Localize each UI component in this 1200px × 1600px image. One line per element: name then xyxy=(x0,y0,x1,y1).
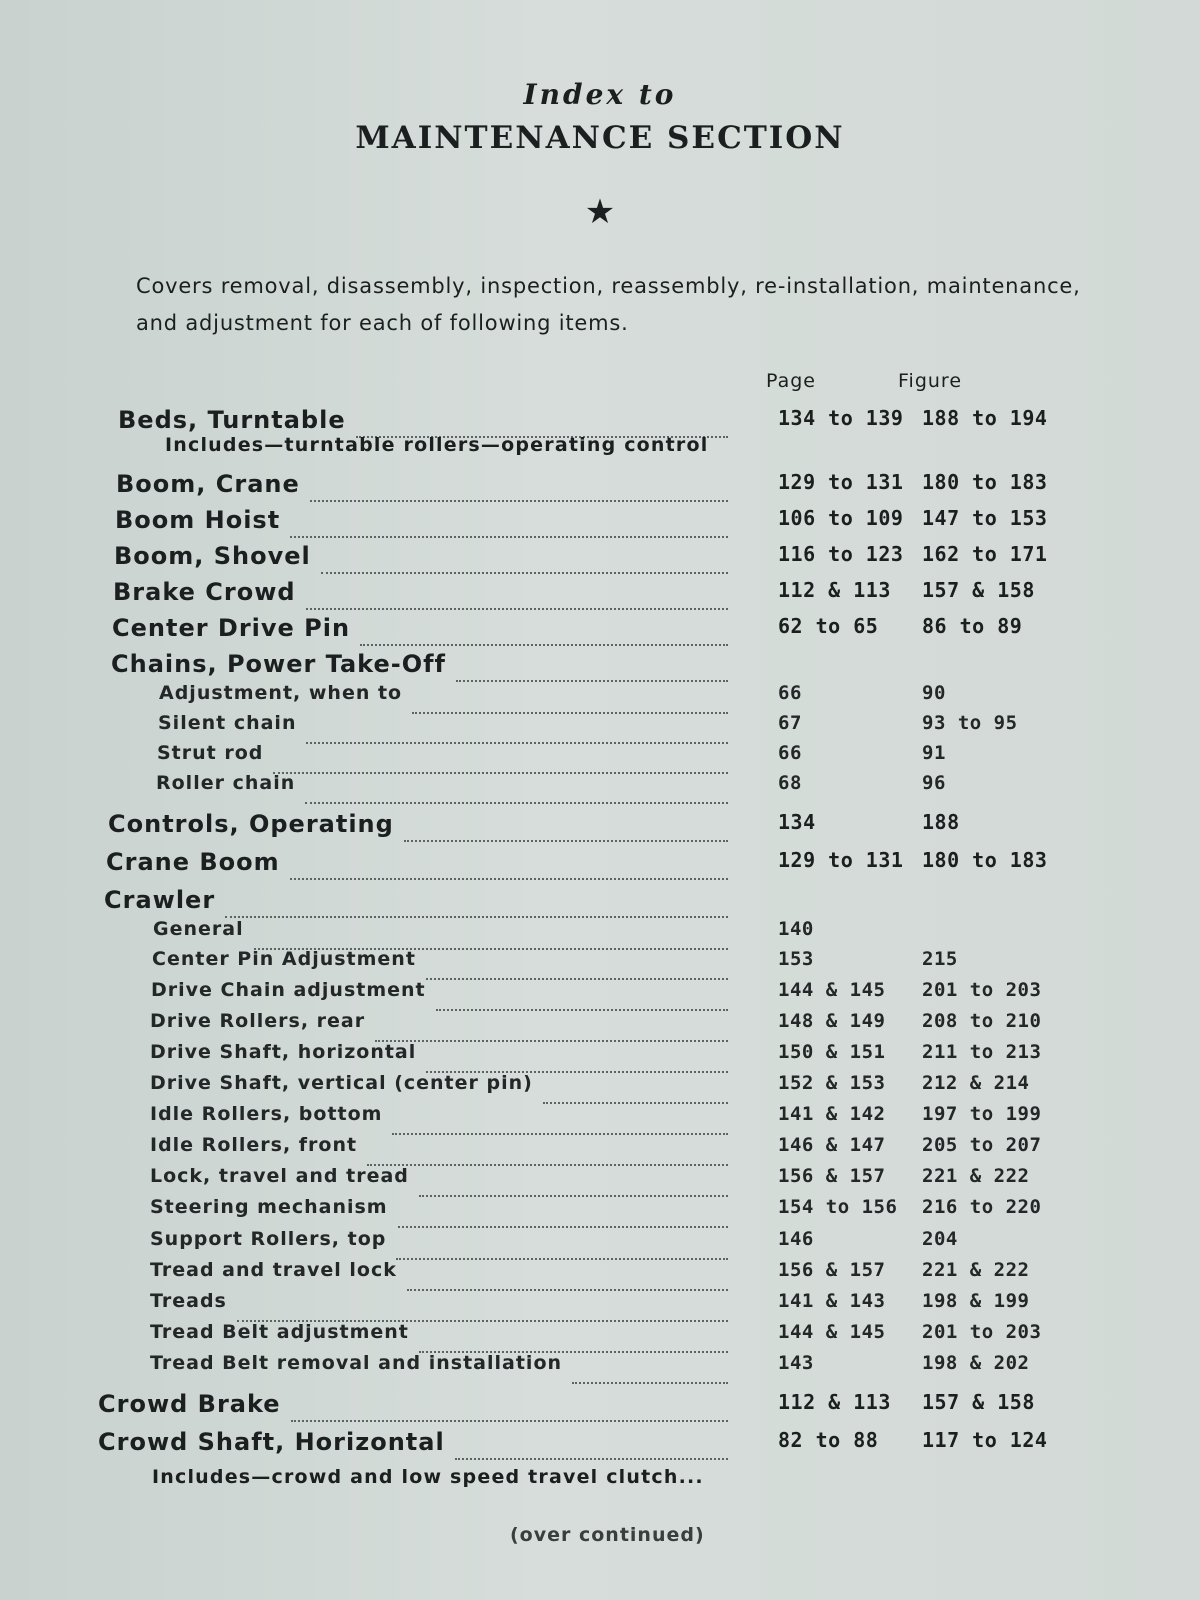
entry-page: 146 xyxy=(778,1228,814,1250)
index-entry xyxy=(150,1010,1080,1040)
index-entry xyxy=(118,406,1080,436)
index-entry xyxy=(150,1228,1080,1258)
index-entry xyxy=(151,979,1080,1009)
entry-label: Boom, Crane xyxy=(116,470,300,498)
index-entry xyxy=(158,712,1080,742)
dot-leader xyxy=(291,1390,728,1422)
entry-figure: 197 to 199 xyxy=(922,1103,1042,1125)
entry-label: Chains, Power Take-Off xyxy=(111,650,446,678)
dot-leader xyxy=(426,1041,728,1073)
entry-page: 129 to 131 xyxy=(778,470,904,494)
dot-leader xyxy=(290,506,728,538)
entry-page: 154 to 156 xyxy=(778,1196,898,1218)
entry-label: Beds, Turntable xyxy=(118,406,346,434)
dot-leader xyxy=(426,948,728,980)
dot-leader xyxy=(456,650,728,682)
entry-figure: 212 & 214 xyxy=(922,1072,1030,1094)
dot-leader xyxy=(404,810,728,842)
index-entry xyxy=(165,434,1080,464)
dot-leader xyxy=(306,712,728,744)
index-heading: Index to xyxy=(523,78,677,111)
entry-label: Tread and travel lock xyxy=(150,1259,397,1281)
index-entry xyxy=(112,614,1080,644)
entry-page: 112 & 113 xyxy=(778,1390,891,1414)
entry-figure: 86 to 89 xyxy=(922,614,1023,638)
index-entry xyxy=(106,848,1080,878)
dot-leader xyxy=(367,1134,728,1166)
entry-label: Includes—crowd and low speed travel clutch... xyxy=(152,1466,704,1488)
entry-label: Brake Crowd xyxy=(113,578,296,606)
entry-label: Roller chain xyxy=(156,772,296,794)
index-entry xyxy=(115,506,1080,536)
dot-leader xyxy=(305,772,728,804)
entry-figure: 201 to 203 xyxy=(922,979,1042,1001)
index-entry xyxy=(152,948,1080,978)
entry-page: 156 & 157 xyxy=(778,1165,886,1187)
entry-label: Crowd Shaft, Horizontal xyxy=(98,1428,445,1456)
entry-label: Lock, travel and tread xyxy=(150,1165,409,1187)
index-entry xyxy=(113,578,1080,608)
dot-leader xyxy=(290,848,728,880)
index-entry xyxy=(150,1103,1080,1133)
entry-page: 62 to 65 xyxy=(778,614,879,638)
index-entry xyxy=(150,1321,1080,1351)
entry-figure: 117 to 124 xyxy=(922,1428,1048,1452)
entry-page: 66 xyxy=(778,742,802,764)
index-entry xyxy=(98,1428,1080,1458)
index-entry xyxy=(150,1259,1080,1289)
index-entry xyxy=(159,682,1080,712)
dot-leader xyxy=(396,1228,728,1260)
entry-figure: 204 xyxy=(922,1228,958,1250)
entry-label: Includes—turntable rollers—operating control xyxy=(165,434,709,456)
entry-figure: 198 & 202 xyxy=(922,1352,1030,1374)
dot-leader xyxy=(412,682,728,714)
entry-label: Center Drive Pin xyxy=(112,614,351,642)
dot-leader xyxy=(572,1352,728,1384)
column-header-page: Page xyxy=(766,370,816,392)
dot-leader xyxy=(455,1428,728,1460)
entry-page: 66 xyxy=(778,682,802,704)
dot-leader xyxy=(310,470,728,502)
entry-label: Treads xyxy=(150,1290,227,1312)
dot-leader xyxy=(321,542,728,574)
index-entry xyxy=(157,742,1080,772)
entry-figure: 208 to 210 xyxy=(922,1010,1042,1032)
entry-page: 134 xyxy=(778,810,816,834)
index-entry xyxy=(150,1290,1080,1320)
entry-figure: 216 to 220 xyxy=(922,1196,1042,1218)
entry-label: Support Rollers, top xyxy=(150,1228,387,1250)
entry-label: Drive Shaft, vertical (center pin) xyxy=(150,1072,533,1094)
entry-page: 141 & 143 xyxy=(778,1290,886,1312)
index-entry xyxy=(150,1196,1080,1226)
entry-label: Tread Belt adjustment xyxy=(150,1321,409,1343)
entry-figure: 180 to 183 xyxy=(922,848,1048,872)
entry-label: Strut rod xyxy=(157,742,264,764)
dot-leader xyxy=(375,1010,728,1042)
entry-label: Boom, Shovel xyxy=(114,542,311,570)
footer-continued: (over continued) xyxy=(510,1524,705,1546)
entry-label: Drive Rollers, rear xyxy=(150,1010,366,1032)
column-header-figure: Figure xyxy=(898,370,963,392)
entry-figure: 96 xyxy=(922,772,946,794)
entry-figure: 201 to 203 xyxy=(922,1321,1042,1343)
dot-leader xyxy=(360,614,728,646)
entry-figure: 221 & 222 xyxy=(922,1259,1030,1281)
dot-leader xyxy=(237,1290,728,1322)
entry-label: Steering mechanism xyxy=(150,1196,388,1218)
entry-figure: 147 to 153 xyxy=(922,506,1048,530)
entry-page: 156 & 157 xyxy=(778,1259,886,1281)
dot-leader xyxy=(436,979,728,1011)
index-entry xyxy=(104,886,1080,916)
index-entry xyxy=(150,1072,1080,1102)
star-icon: ★ xyxy=(584,192,616,232)
entry-page: 68 xyxy=(778,772,802,794)
dot-leader xyxy=(225,886,728,918)
index-entry xyxy=(150,1134,1080,1164)
intro-paragraph: Covers removal, disassembly, inspection, reassembly, re-installation, maintenance, and adjustment for each of following items. xyxy=(136,274,1081,335)
entry-page: 152 & 153 xyxy=(778,1072,886,1094)
entry-label: Drive Shaft, horizontal xyxy=(150,1041,417,1063)
entry-figure: 205 to 207 xyxy=(922,1134,1042,1156)
entry-figure: 91 xyxy=(922,742,946,764)
entry-figure: 90 xyxy=(922,682,946,704)
entry-figure: 198 & 199 xyxy=(922,1290,1030,1312)
entry-page: 67 xyxy=(778,712,802,734)
entry-label: Idle Rollers, bottom xyxy=(150,1103,383,1125)
entry-figure: 188 to 194 xyxy=(922,406,1048,430)
entry-figure: 93 to 95 xyxy=(922,712,1018,734)
index-entry xyxy=(108,810,1080,840)
entry-page: 112 & 113 xyxy=(778,578,891,602)
dot-leader xyxy=(306,578,728,610)
entry-label: Boom Hoist xyxy=(115,506,281,534)
index-entry xyxy=(152,1466,1080,1496)
entry-page: 144 & 145 xyxy=(778,1321,886,1343)
index-entry xyxy=(150,1165,1080,1195)
entry-figure: 162 to 171 xyxy=(922,542,1048,566)
index-entry xyxy=(153,918,1080,948)
entry-label: Adjustment, when to xyxy=(159,682,403,704)
dot-leader xyxy=(398,1196,728,1228)
entry-label: Drive Chain adjustment xyxy=(151,979,426,1001)
entry-page: 82 to 88 xyxy=(778,1428,879,1452)
entry-page: 106 to 109 xyxy=(778,506,904,530)
entry-figure: 211 to 213 xyxy=(922,1041,1042,1063)
entry-label: Center Pin Adjustment xyxy=(152,948,416,970)
entry-page: 153 xyxy=(778,948,814,970)
entry-page: 116 to 123 xyxy=(778,542,904,566)
dot-leader xyxy=(543,1072,728,1104)
index-entry xyxy=(111,650,1080,680)
entry-label: Idle Rollers, front xyxy=(150,1134,358,1156)
entry-page: 144 & 145 xyxy=(778,979,886,1001)
entry-figure: 188 xyxy=(922,810,960,834)
entry-label: Silent chain xyxy=(158,712,297,734)
entry-page: 129 to 131 xyxy=(778,848,904,872)
entry-figure: 180 to 183 xyxy=(922,470,1048,494)
section-title: MAINTENANCE SECTION xyxy=(355,120,845,156)
entry-label: Crane Boom xyxy=(106,848,280,876)
entry-label: Crowd Brake xyxy=(98,1390,281,1418)
entry-figure: 157 & 158 xyxy=(922,578,1035,602)
entry-label: Crawler xyxy=(104,886,216,914)
dot-leader xyxy=(419,1321,728,1353)
index-entry xyxy=(116,470,1080,500)
entry-label: Tread Belt removal and installation xyxy=(150,1352,563,1374)
dot-leader xyxy=(254,918,728,950)
index-entry xyxy=(98,1390,1080,1420)
dot-leader xyxy=(419,1165,728,1197)
dot-leader xyxy=(392,1103,728,1135)
entry-page: 141 & 142 xyxy=(778,1103,886,1125)
index-entry xyxy=(114,542,1080,572)
entry-page: 143 xyxy=(778,1352,814,1374)
entry-label: Controls, Operating xyxy=(108,810,394,838)
index-entry xyxy=(150,1352,1080,1382)
index-entry xyxy=(150,1041,1080,1071)
entry-figure: 215 xyxy=(922,948,958,970)
entry-page: 140 xyxy=(778,918,814,940)
entry-page: 146 & 147 xyxy=(778,1134,886,1156)
entry-label: General xyxy=(153,918,244,940)
dot-leader xyxy=(273,742,728,774)
entry-page: 148 & 149 xyxy=(778,1010,886,1032)
entry-page: 134 to 139 xyxy=(778,406,904,430)
entry-figure: 221 & 222 xyxy=(922,1165,1030,1187)
entry-page: 150 & 151 xyxy=(778,1041,886,1063)
entry-figure: 157 & 158 xyxy=(922,1390,1035,1414)
dot-leader xyxy=(407,1259,728,1291)
index-entry xyxy=(156,772,1080,802)
